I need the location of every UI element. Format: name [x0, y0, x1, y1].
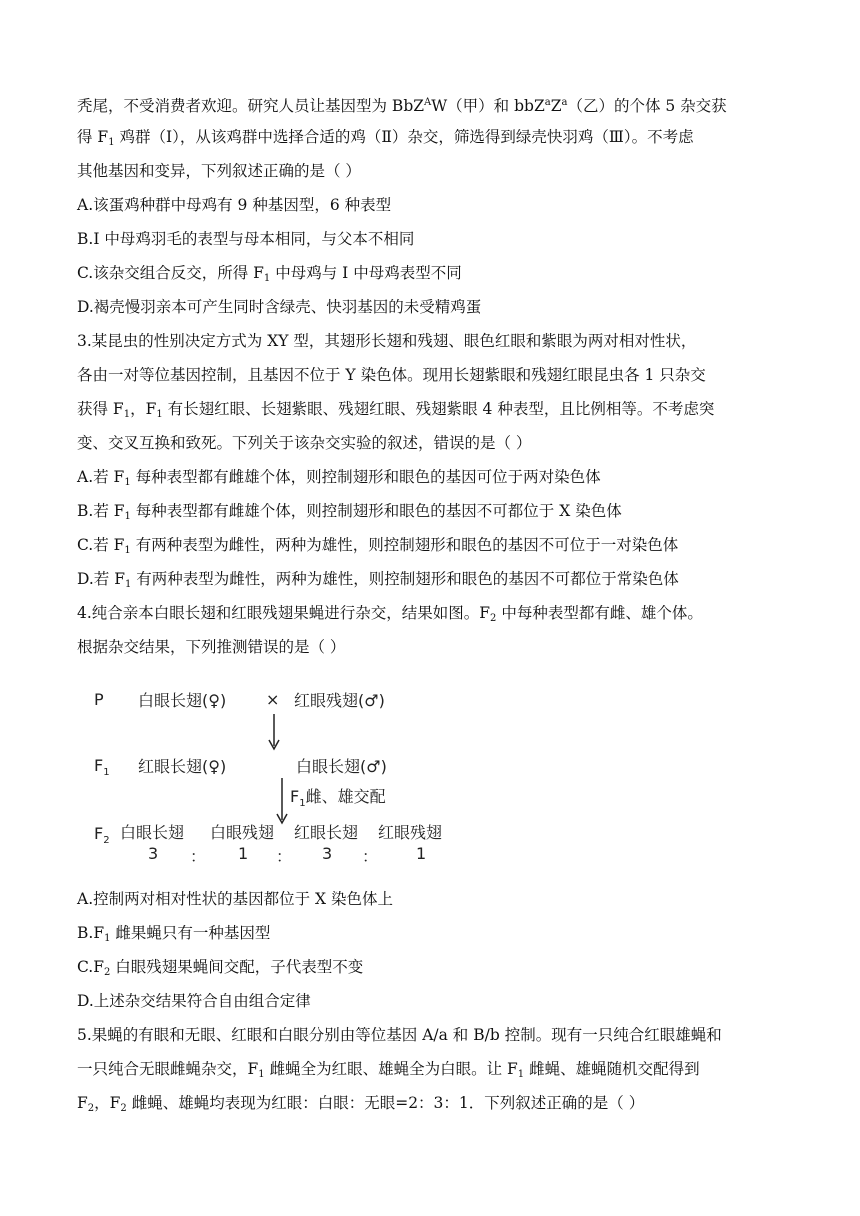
q2-option-c: C.该杂交组合反交，所得 $F_1$ 中母鸡与 I 中母鸡表型不同 [77, 264, 462, 284]
f2-ratio-separator: ： [362, 847, 379, 866]
f1-mating-note: $F_1$雌、雄交配 [290, 787, 386, 809]
q3-option-a: A.若 $F_1$ 每种表型都有雌雄个体，则控制翅形和眼色的基因可位于两对染色体 [77, 468, 601, 488]
f2-ratio-separator: ： [190, 847, 207, 866]
q3-stem-line-2: 各由一对等位基因控制，且基因不位于 Y 染色体。现用长翅紫眼和残翅红眼昆虫各 1 只杂交 [77, 366, 706, 384]
q2-stem-line-3: 其他基因和变异，下列叙述正确的是（ ） [77, 162, 361, 180]
q3-option-b: B.若 $F_1$ 每种表型都有雌雄个体，则控制翅形和眼色的基因不可都位于 X 染色体 [77, 502, 622, 522]
cross-diagram [90, 680, 460, 870]
f1-female-phenotype: 红眼长翅(♀) [138, 757, 227, 776]
f2-ratio-value: 3 [148, 844, 159, 863]
q2-stem-line-1: 秃尾，不受消费者欢迎。研究人员让基因型为 BbZ$^A$W（甲）和 $bbZ^aZ^a$（乙）的个体 5 杂交获 [77, 97, 727, 115]
q3-stem-line-1: 3.某昆虫的性别决定方式为 XY 型，其翅形长翅和残翅、眼色红眼和紫眼为两对相对性状， [77, 332, 697, 350]
q2-stem-line-2: 得 $F_1$ 鸡群（I），从该鸡群中选择合适的鸡（Ⅱ）杂交，筛选得到绿壳快羽鸡（Ⅲ）。不考虑 [77, 128, 694, 148]
f2-phenotype-2: 白眼残翅 [210, 823, 275, 842]
q2-option-b: B.I 中母鸡羽毛的表型与母本相同，与父本不相同 [77, 230, 415, 248]
f2-ratio-value: 1 [416, 844, 427, 863]
f2-generation-label: $F_2$ [94, 824, 110, 846]
f2-ratio-value: 1 [238, 844, 249, 863]
f2-phenotype-3: 红眼长翅 [294, 823, 359, 842]
q3-stem-line-4: 变、交叉互换和致死。下列关于该杂交实验的叙述，错误的是（ ） [77, 434, 532, 452]
q4-stem-line-2: 根据杂交结果，下列推测错误的是（ ） [77, 638, 346, 656]
q4-option-a: A.控制两对相对性状的基因都位于 X 染色体上 [77, 890, 394, 908]
p-generation-label: P [94, 690, 104, 709]
arrow-down-icon [266, 712, 282, 752]
q4-stem-line-1: 4.纯合亲本白眼长翅和红眼残翅果蝇进行杂交，结果如图。$F_2$ 中每种表型都有雌、雄个体。 [77, 604, 703, 624]
q4-option-d: D.上述杂交结果符合自由组合定律 [77, 992, 311, 1010]
q2-option-d: D.褐壳慢羽亲本可产生同时含绿壳、快羽基因的未受精鸡蛋 [77, 298, 482, 316]
q3-option-c: C.若 $F_1$ 有两种表型为雌性，两种为雄性，则控制翅形和眼色的基因不可位于一对染色体 [77, 536, 679, 556]
q5-stem-line-2: 一只纯合无眼雌蝇杂交，$F_1$ 雌蝇全为红眼、雄蝇全为白眼。让 $F_1$ 雌蝇、雄蝇随机交配得到 [77, 1060, 700, 1080]
q3-stem-line-3: 获得 $F_1$，$F_1$ 有长翅红眼、长翅紫眼、残翅红眼、残翅紫眼 4 种表型，且比例相等。不考虑突 [77, 400, 715, 420]
q5-stem-line-1: 5.果蝇的有眼和无眼、红眼和白眼分别由等位基因 A/a 和 B/b 控制。现有一只纯合红眼雄蝇和 [77, 1026, 722, 1044]
q2-option-a: A.该蛋鸡种群中母鸡有 9 种基因型，6 种表型 [77, 196, 392, 214]
q5-stem-line-3: $F_2$，$F_2$ 雌蝇、雄蝇均表现为红眼：白眼：无眼=2：3：1．下列叙述正确的是（ ） [77, 1094, 645, 1114]
p-female-phenotype: 白眼长翅(♀) [138, 691, 227, 710]
f2-ratio-value: 3 [322, 844, 333, 863]
q4-option-b: $B.F_1$ 雌果蝇只有一种基因型 [77, 924, 271, 944]
q4-option-c: $C.F_2$ 白眼残翅果蝇间交配，子代表型不变 [77, 958, 364, 978]
f2-phenotype-1: 白眼长翅 [120, 823, 185, 842]
f2-phenotype-4: 红眼残翅 [378, 823, 443, 842]
f1-generation-label: $F_1$ [94, 756, 110, 778]
cross-symbol: × [266, 690, 280, 709]
q3-option-d: D.若 $F_1$ 有两种表型为雌性，两种为雄性，则控制翅形和眼色的基因不可都位于常染色体 [77, 570, 679, 590]
arrow-down-icon [274, 776, 290, 826]
p-male-phenotype: 红眼残翅(♂) [294, 691, 385, 710]
f1-male-phenotype: 白眼长翅(♂) [296, 757, 387, 776]
f2-ratio-separator: ： [276, 847, 293, 866]
